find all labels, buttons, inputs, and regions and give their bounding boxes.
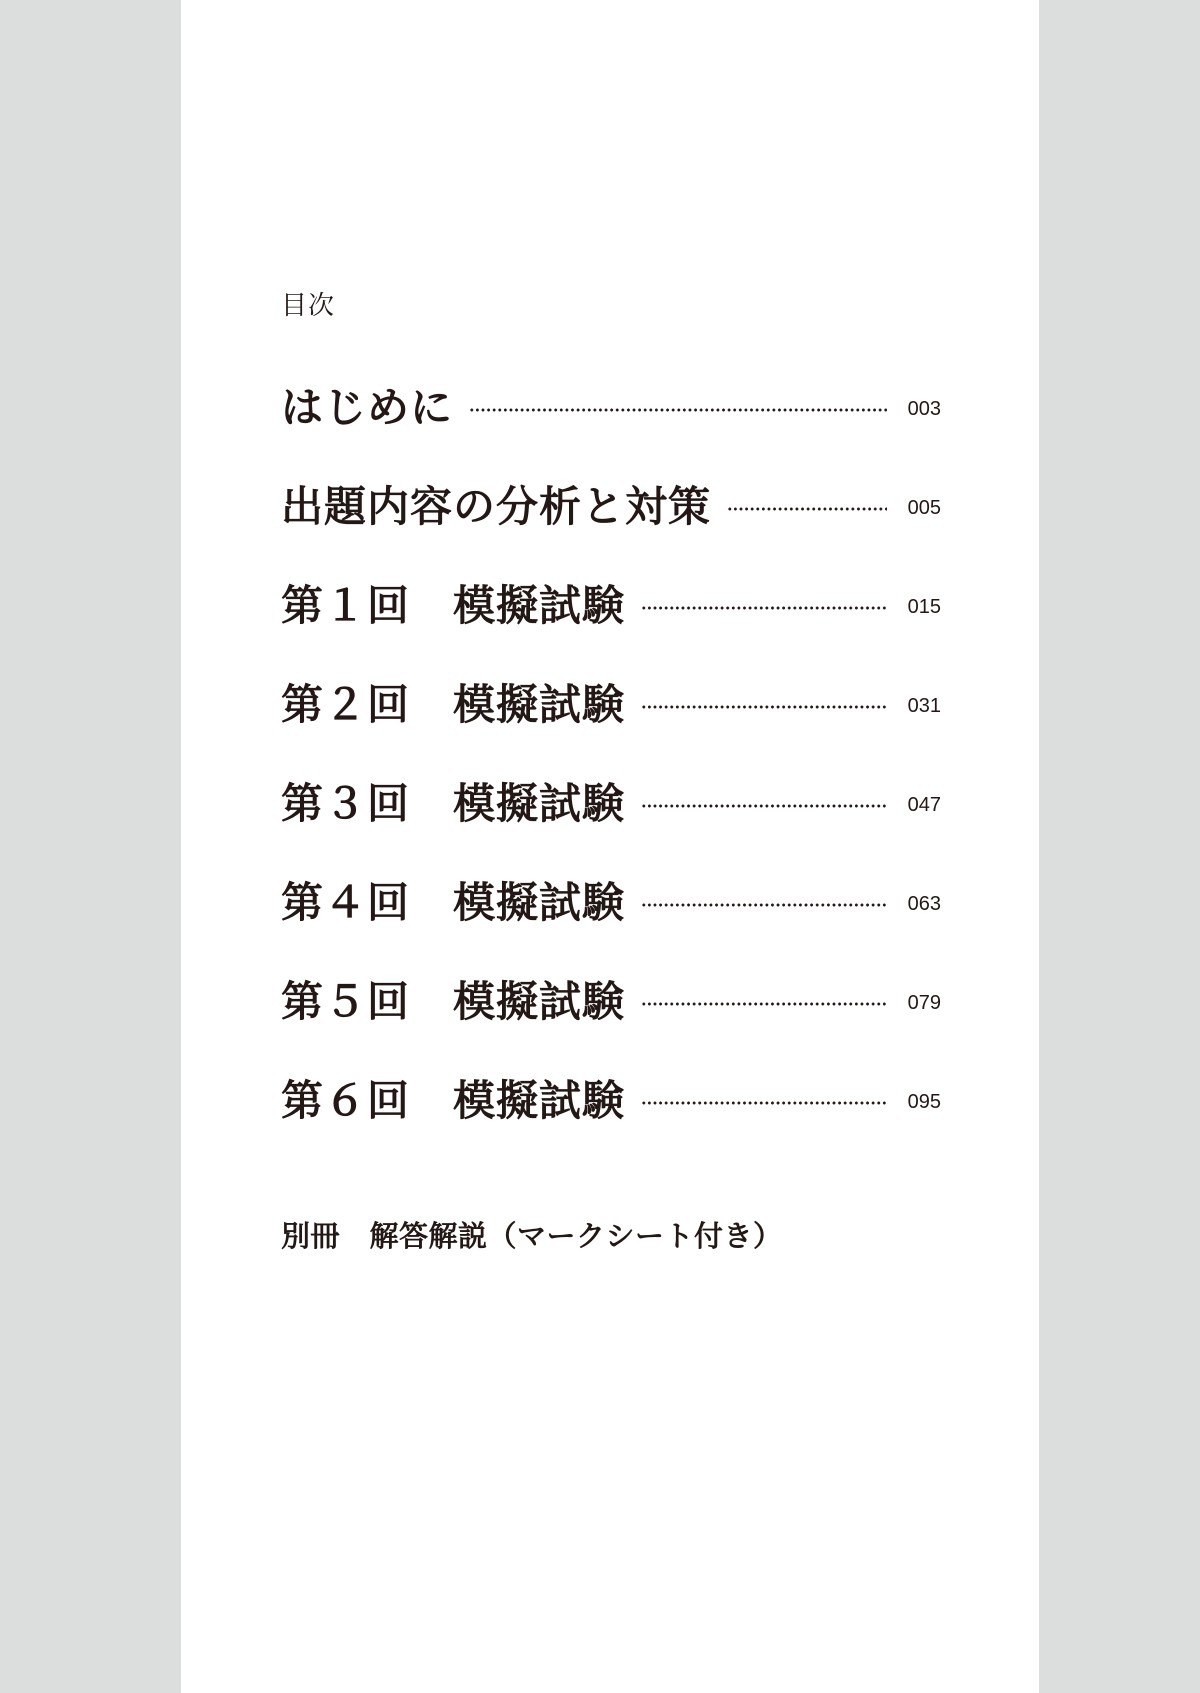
toc-heading: 目次 [281, 291, 336, 321]
toc-entry-title: 第１回 模擬試験 [281, 580, 626, 630]
toc-entry-title: 第６回 模擬試験 [281, 1075, 626, 1125]
toc-entry-title: 出題内容の分析と対策 [281, 481, 712, 531]
toc-entry-page-number: 005 [907, 497, 941, 519]
toc-entry-page-number: 047 [907, 794, 941, 816]
toc-entry-mock-exam-5[interactable] [281, 952, 941, 1051]
toc-entry-mock-exam-3[interactable] [281, 754, 941, 853]
book-page [181, 0, 1039, 1693]
dotted-leader [641, 804, 887, 808]
toc-entry-mock-exam-1[interactable] [281, 556, 941, 655]
toc-entry-introduction[interactable] [281, 358, 941, 457]
toc-entry-page-number: 095 [907, 1091, 941, 1113]
toc-entry-title: 第５回 模擬試験 [281, 976, 626, 1026]
toc-entry-title: はじめに [281, 382, 454, 432]
dotted-leader [641, 1101, 887, 1105]
toc-list [281, 358, 941, 1150]
toc-entry-page-number: 031 [907, 695, 941, 717]
dotted-leader [641, 705, 887, 709]
toc-entry-page-number: 003 [907, 398, 941, 420]
toc-entry-page-number: 015 [907, 596, 941, 618]
dotted-leader [727, 507, 887, 511]
toc-entry-mock-exam-2[interactable] [281, 655, 941, 754]
toc-entry-title: 第４回 模擬試験 [281, 877, 626, 927]
toc-entry-analysis[interactable] [281, 457, 941, 556]
supplement-note: 別冊 解答解説（マークシート付き） [281, 1219, 783, 1253]
dotted-leader [469, 408, 887, 412]
toc-entry-page-number: 063 [907, 893, 941, 915]
dotted-leader [641, 903, 887, 907]
dotted-leader [641, 1002, 887, 1006]
toc-entry-page-number: 079 [907, 992, 941, 1014]
table-of-contents [281, 288, 941, 1125]
toc-entry-mock-exam-4[interactable] [281, 853, 941, 952]
toc-entry-title: 第２回 模擬試験 [281, 679, 626, 729]
toc-entry-mock-exam-6[interactable] [281, 1051, 941, 1150]
toc-entry-title: 第３回 模擬試験 [281, 778, 626, 828]
dotted-leader [641, 606, 887, 610]
